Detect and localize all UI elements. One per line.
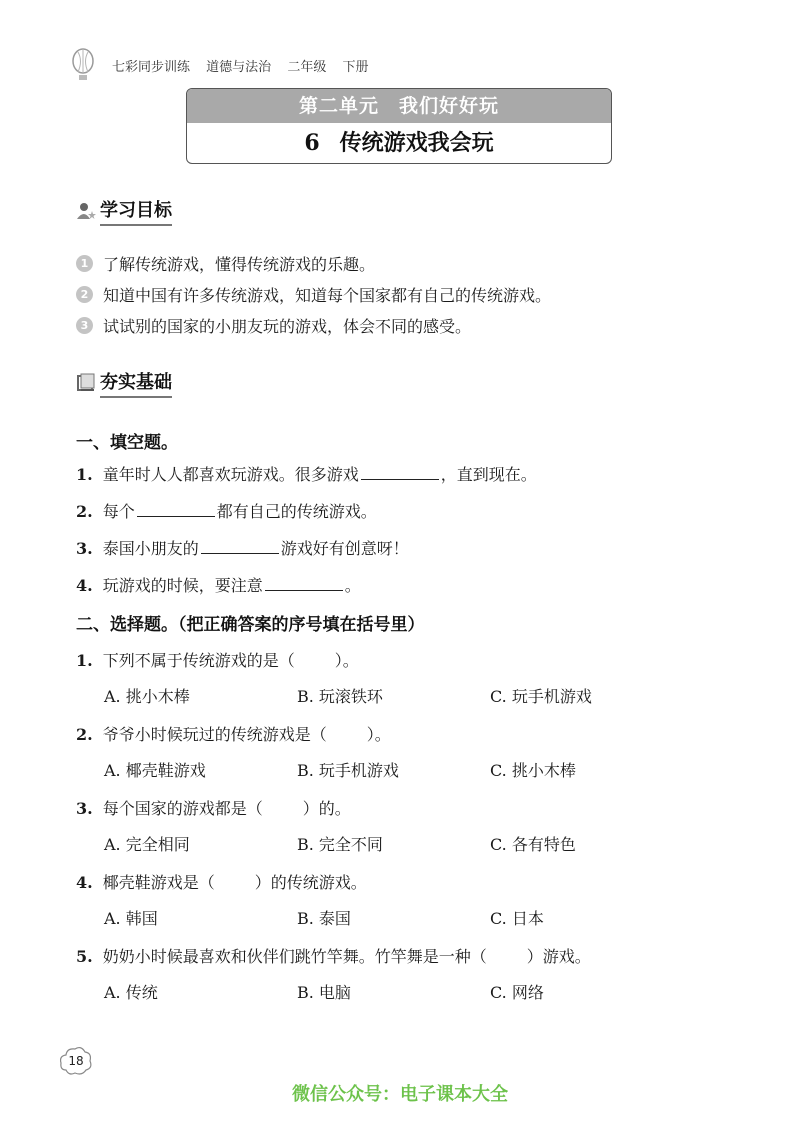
series-name: 七彩同步训练 <box>112 59 191 75</box>
question-text: ）。 <box>366 725 391 744</box>
choice-question <box>76 796 351 819</box>
option-b: B. 电脑 <box>297 983 351 1002</box>
choice-question <box>76 722 391 745</box>
question-text: 每个 <box>102 502 135 521</box>
option-c: C. 网络 <box>490 983 544 1002</box>
answer-blank[interactable] <box>265 574 343 591</box>
question-text: 每个国家的游戏都是（ <box>102 799 263 818</box>
footer-watermark: 微信公众号：电子课本大全 <box>292 1084 508 1105</box>
question-number: 1. <box>76 651 93 670</box>
objective-number: 2 <box>76 286 93 303</box>
objective-item <box>76 252 375 275</box>
running-header <box>68 48 380 82</box>
question-number: 3. <box>76 799 93 818</box>
choice-question <box>76 870 367 893</box>
basics-title: 夯实基础 <box>100 368 172 398</box>
option-b: B. 泰国 <box>297 909 351 928</box>
objective-item <box>76 283 551 306</box>
question-number: 4. <box>76 873 93 892</box>
question-text: ）的传统游戏。 <box>254 873 367 892</box>
question-text: ，直到现在。 <box>440 465 537 484</box>
choice-question <box>76 944 591 967</box>
option-b: B. 完全不同 <box>297 835 383 854</box>
lesson-title-row <box>187 123 611 163</box>
question-text: 下列不属于传统游戏的是（ <box>102 651 295 670</box>
person-star-icon <box>76 201 96 221</box>
grade-label: 二年级 <box>287 59 327 75</box>
lesson-title: 传统游戏我会玩 <box>339 131 494 156</box>
option-a: A. 挑小木棒 <box>104 687 190 706</box>
option-c: C. 玩手机游戏 <box>490 687 592 706</box>
objective-text: 了解传统游戏，懂得传统游戏的乐趣。 <box>103 255 376 274</box>
objective-text: 试试别的国家的小朋友玩的游戏，体会不同的感受。 <box>103 317 472 336</box>
objective-item <box>76 314 471 337</box>
fill-blank-heading: 一、填空题。 <box>76 433 178 453</box>
fill-question <box>76 462 537 485</box>
question-text: ）。 <box>334 651 359 670</box>
option-c: C. 各有特色 <box>490 835 576 854</box>
option-c: C. 挑小木棒 <box>490 761 576 780</box>
choice-heading: 二、选择题。（把正确答案的序号填在括号里） <box>76 615 425 635</box>
choice-question <box>76 648 359 671</box>
option-a: A. 韩国 <box>104 909 158 928</box>
question-text: ）游戏。 <box>526 947 591 966</box>
fill-question <box>76 499 377 522</box>
option-a: A. 完全相同 <box>104 835 190 854</box>
objective-number: 3 <box>76 317 93 334</box>
option-b: B. 玩滚铁环 <box>297 687 383 706</box>
objectives-heading <box>76 196 172 226</box>
subject-name: 道德与法治 <box>206 59 272 75</box>
question-text: ）的。 <box>302 799 351 818</box>
question-text: 椰壳鞋游戏是（ <box>102 873 215 892</box>
answer-blank[interactable] <box>201 537 279 554</box>
fill-question <box>76 536 409 559</box>
volume-label: 下册 <box>342 59 369 75</box>
option-b: B. 玩手机游戏 <box>297 761 399 780</box>
objective-text: 知道中国有许多传统游戏，知道每个国家都有自己的传统游戏。 <box>103 286 552 305</box>
question-number: 3. <box>76 539 93 558</box>
basics-heading <box>76 368 172 398</box>
question-text: 泰国小朋友的 <box>102 539 199 558</box>
question-text: 奶奶小时候最喜欢和伙伴们跳竹竿舞。竹竿舞是一种（ <box>102 947 487 966</box>
answer-blank[interactable] <box>137 500 215 517</box>
question-number: 1. <box>76 465 93 484</box>
fill-question <box>76 573 361 596</box>
page-number-badge <box>58 1044 94 1078</box>
option-c: C. 日本 <box>490 909 544 928</box>
question-text: 童年时人人都喜欢玩游戏。很多游戏 <box>102 465 359 484</box>
page-number: 18 <box>68 1054 84 1068</box>
question-number: 4. <box>76 576 93 595</box>
balloon-icon <box>68 48 98 82</box>
question-text: 都有自己的传统游戏。 <box>216 502 377 521</box>
lesson-number: 6 <box>304 130 320 156</box>
option-a: A. 传统 <box>104 983 158 1002</box>
question-text: 玩游戏的时候，要注意 <box>102 576 263 595</box>
unit-title-box <box>186 88 612 164</box>
question-number: 2. <box>76 725 93 744</box>
book-icon <box>76 373 96 393</box>
option-a: A. 椰壳鞋游戏 <box>104 761 206 780</box>
question-number: 5. <box>76 947 93 966</box>
objectives-title: 学习目标 <box>100 196 172 226</box>
question-text: 爷爷小时候玩过的传统游戏是（ <box>102 725 327 744</box>
question-text: 游戏好有创意呀！ <box>280 539 409 558</box>
question-text: 。 <box>344 576 361 595</box>
unit-title: 第二单元 我们好好玩 <box>187 89 611 123</box>
objective-number: 1 <box>76 255 93 272</box>
question-number: 2. <box>76 502 93 521</box>
answer-blank[interactable] <box>361 463 439 480</box>
